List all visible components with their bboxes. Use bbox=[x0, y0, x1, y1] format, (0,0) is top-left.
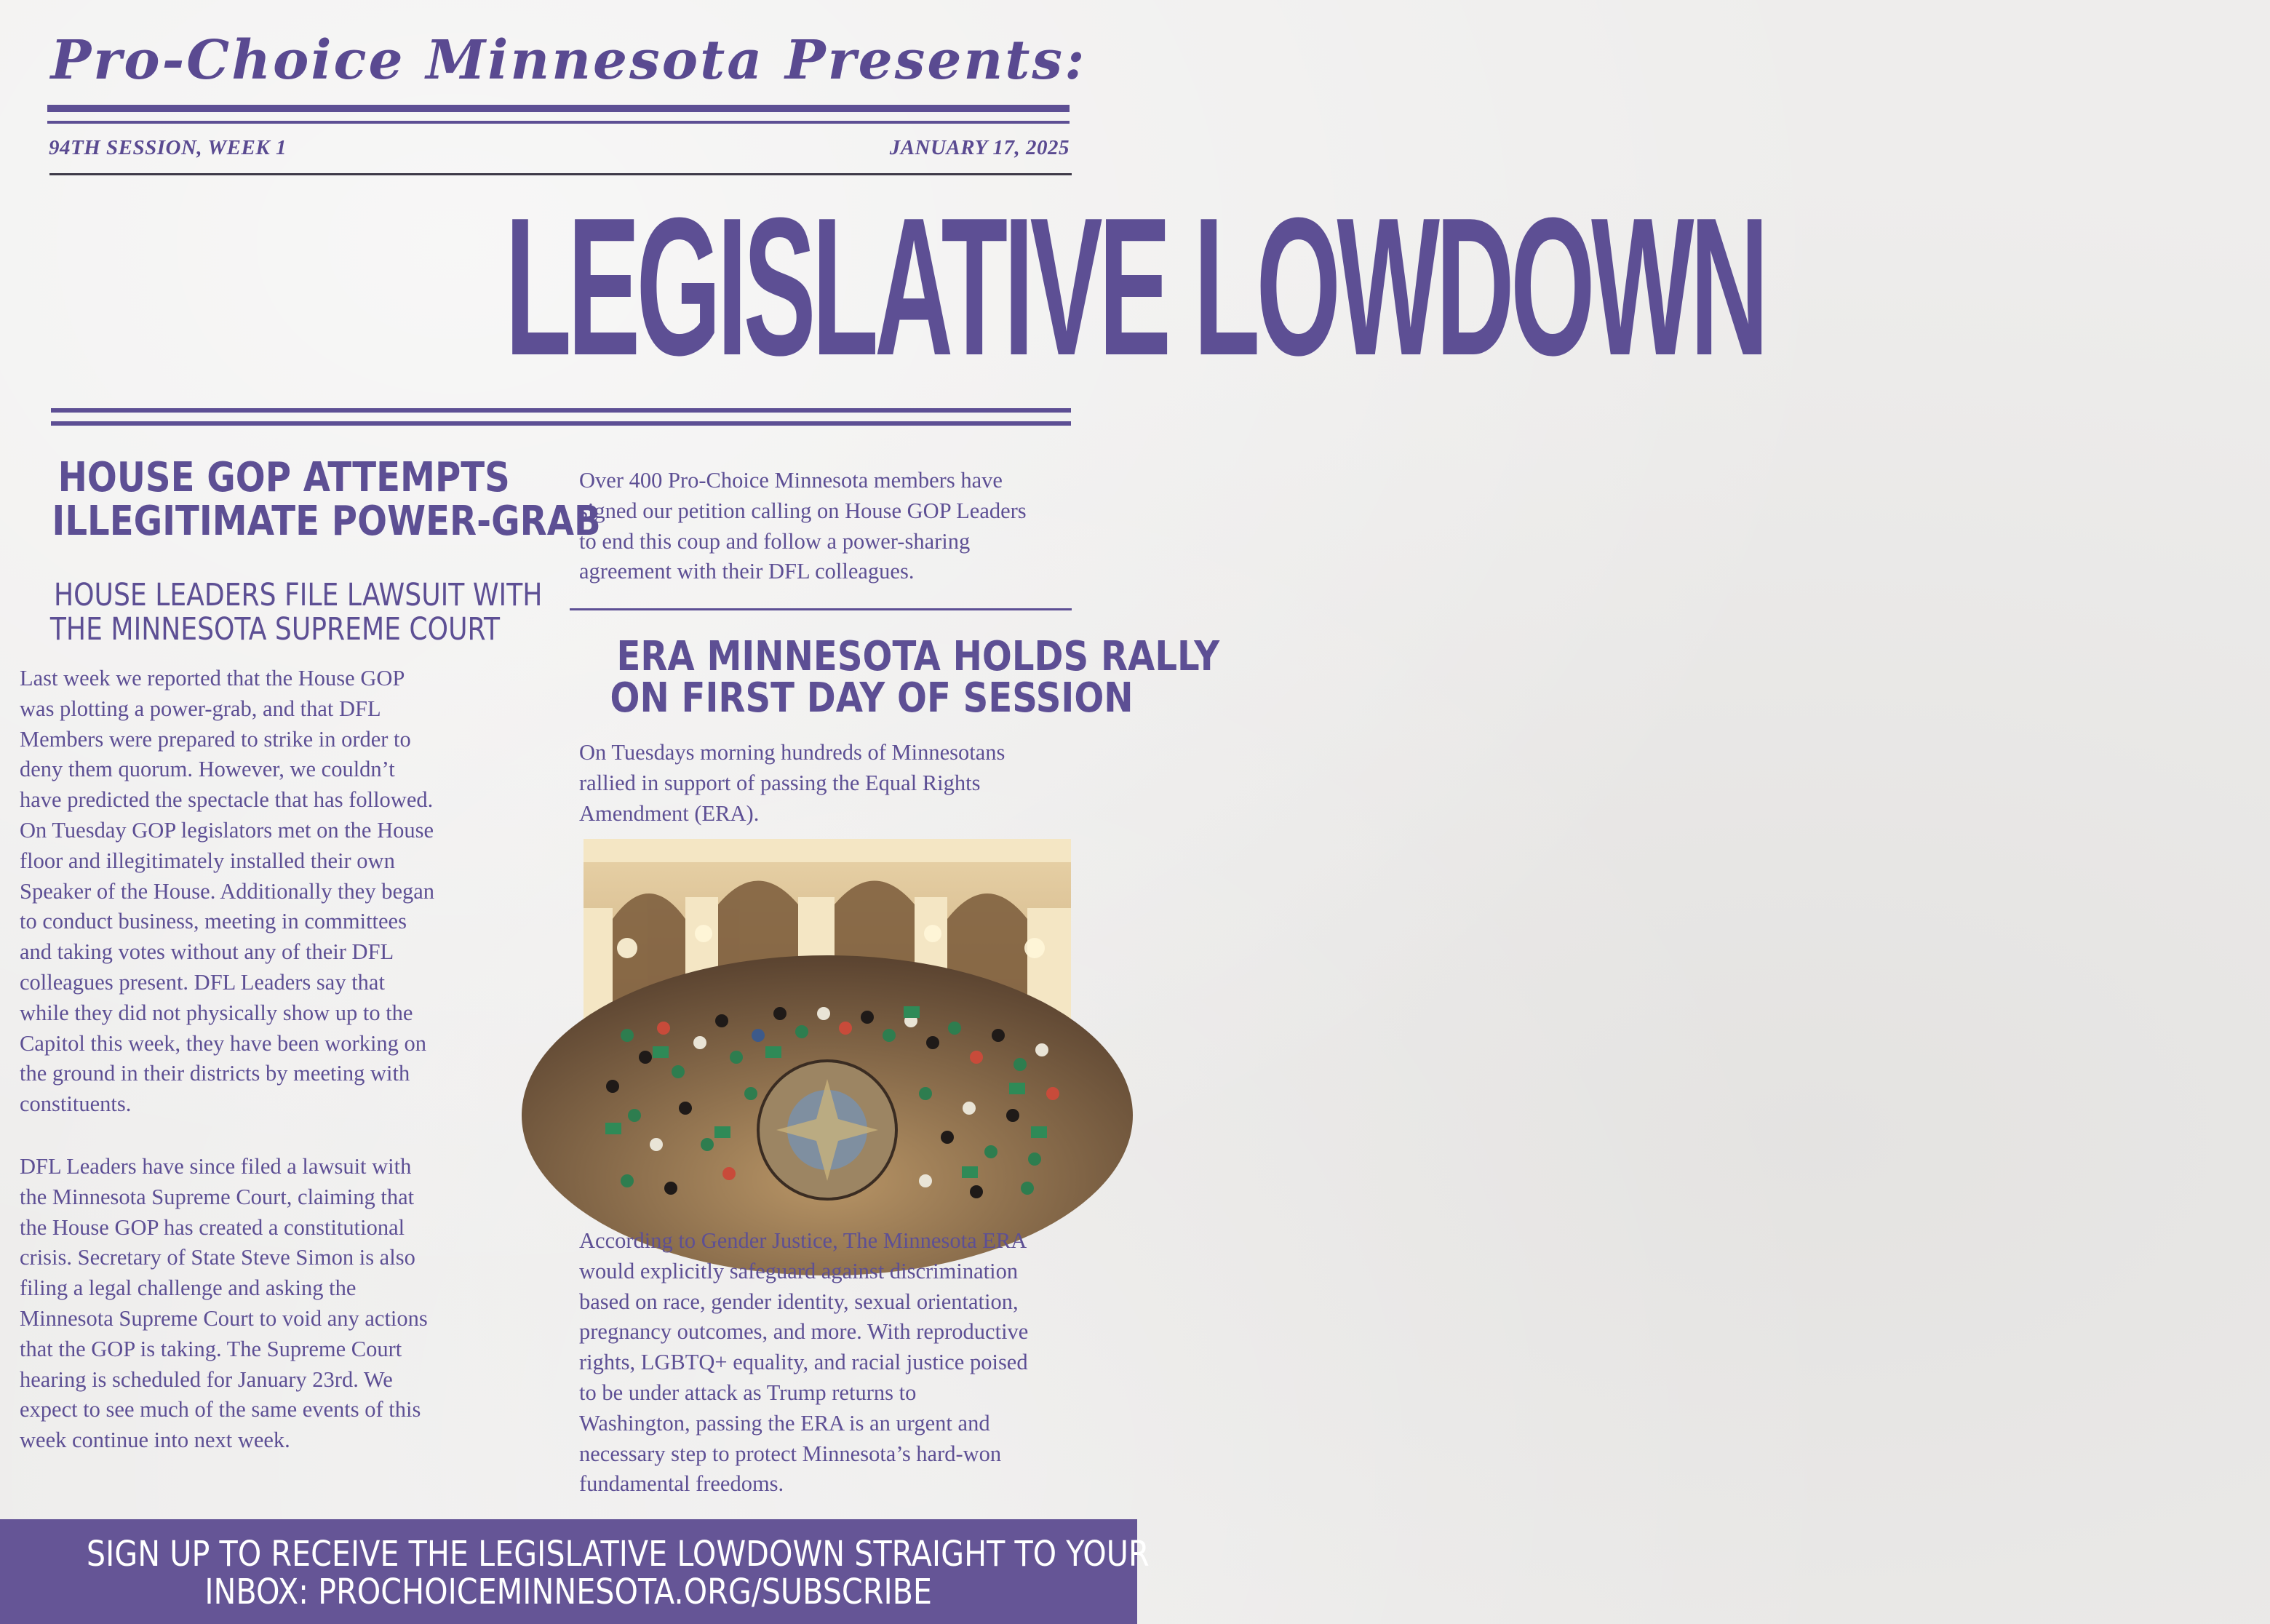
issue-date: JANUARY 17, 2025 bbox=[889, 136, 1070, 159]
section-divider bbox=[570, 608, 1072, 610]
era-closing: According to Gender Justice, The Minnesota ERA would explicitly safeguard against discrimination based on race, gender identity, sexual orientation, pregnancy outcomes, and more. With reproductive rights, LGBTQ+ equality, and racial justice poised to be under attack as Trump returns to Washington, passing the ERA is an urgent and necessary step to protect Minnesota’s hard-won fundamental freedoms. bbox=[579, 1228, 1029, 1497]
era-headline-line2 bbox=[568, 674, 1134, 722]
article-subhead-line2-text: THE MINNESOTA SUPREME COURT bbox=[49, 611, 501, 648]
masthead-rule-thin bbox=[47, 121, 1070, 124]
article-headline-line2-text: ILLEGITIMATE POWER-GRAB bbox=[52, 498, 601, 545]
subscribe-link[interactable]: INBOX: PROCHOICEMINNESOTA.ORG/SUBSCRIBE bbox=[204, 1572, 933, 1612]
masthead-rule-thick bbox=[47, 105, 1070, 112]
newsletter-title bbox=[0, 178, 1765, 397]
title-rule-top bbox=[51, 408, 1071, 413]
masthead-presents: Pro-Choice Minnesota Presents: bbox=[50, 29, 1087, 92]
article-paragraph-2: DFL Leaders have since filed a lawsuit with the Minnesota Supreme Court, claiming that the House GOP has created a constitutional crisis. Secretary of State Steve Simon is also filing a legal challenge and asking the Minnesota Supreme Court to void any actions that the GOP is taking. The Supreme Court hearing is scheduled for January 23rd. We expect to see much of the same events of this week continue into next week. bbox=[20, 1154, 428, 1453]
subscribe-banner[interactable] bbox=[0, 1519, 1150, 1624]
article-headline-line1-text: HOUSE GOP ATTEMPTS bbox=[57, 454, 510, 501]
title-rule-bottom bbox=[51, 421, 1071, 426]
era-intro: On Tuesdays morning hundreds of Minnesotans rallied in support of passing the Equal Rights Amendment (ERA). bbox=[579, 740, 1005, 826]
rally-photo-illustration bbox=[584, 839, 1071, 1203]
era-headline-line1-text: ERA MINNESOTA HOLDS RALLY bbox=[616, 633, 1220, 680]
era-headline-line1 bbox=[568, 633, 1220, 680]
article-paragraph-1: Last week we reported that the House GOP was plotting a power-grab, and that DFL Members were prepared to strike in order to deny them quorum. However, we couldn’t have predicted the spectacle that has followed. On Tuesday GOP legislators met on the House floor and illegitimately installed their own Speaker of the House. Additionally they began to conduct business, meeting in committees and taking votes without any of their DFL colleagues present. DFL Leaders say that while they did not physically show up to the Capitol this week, they have been working on the ground in their districts by meeting with constituents. bbox=[20, 666, 435, 1117]
subscribe-line-1 bbox=[0, 1534, 1150, 1575]
era-headline-line2-text: ON FIRST DAY OF SESSION bbox=[610, 674, 1134, 722]
article-headline-line2 bbox=[7, 498, 601, 545]
newsletter-title-text: LEGISLATIVE LOWDOWN bbox=[505, 178, 1765, 397]
subscribe-line-1-text: SIGN UP TO RECEIVE THE LEGISLATIVE LOWDOWN STRAIGHT TO YOUR bbox=[86, 1534, 1150, 1575]
article-subhead-line1-text: HOUSE LEADERS FILE LAWSUIT WITH bbox=[53, 577, 543, 613]
article-subhead-line1 bbox=[7, 577, 543, 613]
subscribe-text bbox=[0, 1534, 1150, 1612]
article-subhead-line2 bbox=[7, 613, 502, 647]
subscribe-line-2[interactable] bbox=[0, 1573, 1137, 1611]
session-label: 94TH SESSION, WEEK 1 bbox=[49, 136, 287, 159]
dateline-rule bbox=[49, 173, 1072, 175]
petition-paragraph: Over 400 Pro-Choice Minnesota members have signed our petition calling on House GOP Leaders to end this coup and follow a power-sharing agreement with their DFL colleagues. bbox=[579, 468, 1027, 584]
article-headline-line1 bbox=[7, 455, 560, 501]
rally-photo bbox=[584, 839, 1071, 1203]
